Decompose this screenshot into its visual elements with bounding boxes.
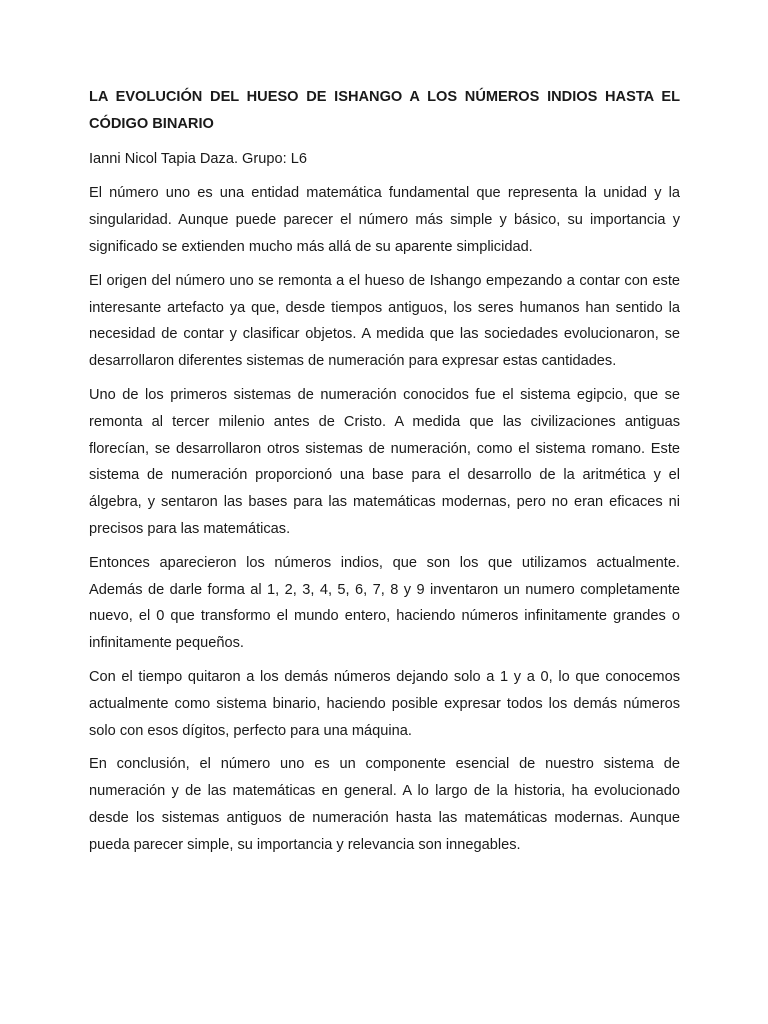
paragraph-binary: Con el tiempo quitaron a los demás números dejando solo a 1 y a 0, lo que conocemos actualmente como sistema binario, haciendo posible expresar todos los demás números solo con esos dígitos, perfecto para una máquina. [89,668,680,739]
paragraph-early-systems: Uno de los primeros sistemas de numeración conocidos fue el sistema egipcio, que se remonta al tercer milenio antes de Cristo. A medida que las civilizaciones antiguas florecían, se desarrollaron otros sistemas de numeración, como el sistema romano. Este sistema de numeración proporcionó una base para el desarrollo de la aritmética y el álgebra, y sentaron las bases para las matemáticas modernas, pero no eran eficaces ni precisos para las matemáticas. [89,386,680,537]
author-line: Ianni Nicol Tapia Daza. Grupo: L6 [89,150,307,167]
paragraph-conclusion: En conclusión, el número uno es un componente esencial de nuestro sistema de numeración y de las matemáticas en general. A lo largo de la historia, ha evolucionado desde los sistemas antiguos de numeración hasta las matemáticas modernas. Aunque pueda parecer simple, su importancia y relevancia son innegables. [89,756,680,853]
document-title: LA EVOLUCIÓN DEL HUESO DE ISHANGO A LOS NÚMEROS INDIOS HASTA EL CÓDIGO BINARIO [89,89,680,132]
document-page [89,84,680,866]
paragraph-origin: El origen del número uno se remonta a el hueso de Ishango empezando a contar con este interesante artefacto ya que, desde tiempos antiguos, los seres humanos han sentido la necesidad de contar y clasificar objetos. A medida que las sociedades evolucionaron, se desarrollaron diferentes sistemas de numeración para expresar estas cantidades. [89,272,680,370]
paragraph-intro: El número uno es una entidad matemática fundamental que representa la unidad y la singularidad. Aunque puede parecer el número más simple y básico, su importancia y significado se extienden mucho más allá de su aparente simplicidad. [89,185,680,255]
paragraph-indian-numerals: Entonces aparecieron los números indios, que son los que utilizamos actualmente. Además de darle forma al 1, 2, 3, 4, 5, 6, 7, 8 y 9 inventaron un numero completamente nuevo, el 0 que transformo el mundo entero, haciendo números infinitamente grandes o infinitamente pequeños. [89,554,680,652]
